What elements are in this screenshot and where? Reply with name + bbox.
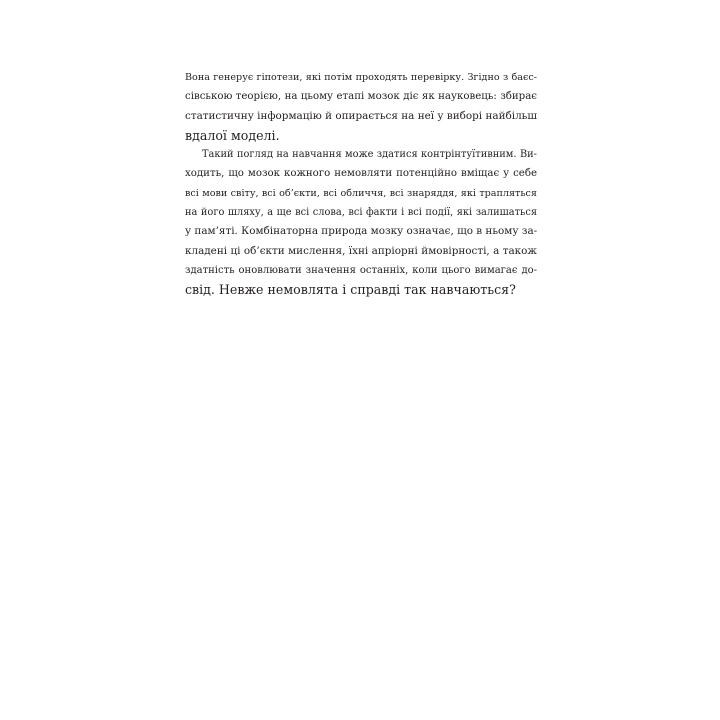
paragraph-1-line: статистичну інформацію й опирається на неї у виборі найбільш — [185, 109, 537, 122]
paragraph-2-line: ходить, що мозок кожного немовляти потенційно вміщає у себе — [185, 168, 537, 180]
paragraph-1-line: вдалої моделі. — [185, 127, 280, 143]
paragraph-2-line: здатність оновлювати значення останніх, коли цього вимагає до- — [185, 264, 537, 276]
paragraph-2-line: свід. Невже немовлята і справді так навчаються? — [185, 282, 516, 298]
paragraph-2-line: кладені ці об’єкти мислення, їхні апріорні ймовірності, а також — [185, 244, 537, 257]
paragraph-2-line: всі мови світу, всі об’єкти, всі обличчя, всі знаряддя, які трапляться — [185, 187, 537, 199]
body-text — [185, 68, 537, 300]
paragraph-2-line: у пам’яті. Комбінаторна природа мозку означає, що в ньому за- — [185, 225, 538, 238]
paragraph-1-line: Вона генерує гіпотези, які потім проходять перевірку. Згідно з баєс- — [185, 72, 537, 83]
paragraph-2-line: на його шляху, а ще всі слова, всі факти і всі події, які залишаться — [185, 207, 537, 219]
paragraph-2-line: Такий погляд на навчання може здатися контрінтуїтивним. Ви- — [202, 149, 537, 161]
paragraph-1-line: сівською теорією, на цьому етапі мозок діє як науковець: збирає — [185, 91, 537, 103]
